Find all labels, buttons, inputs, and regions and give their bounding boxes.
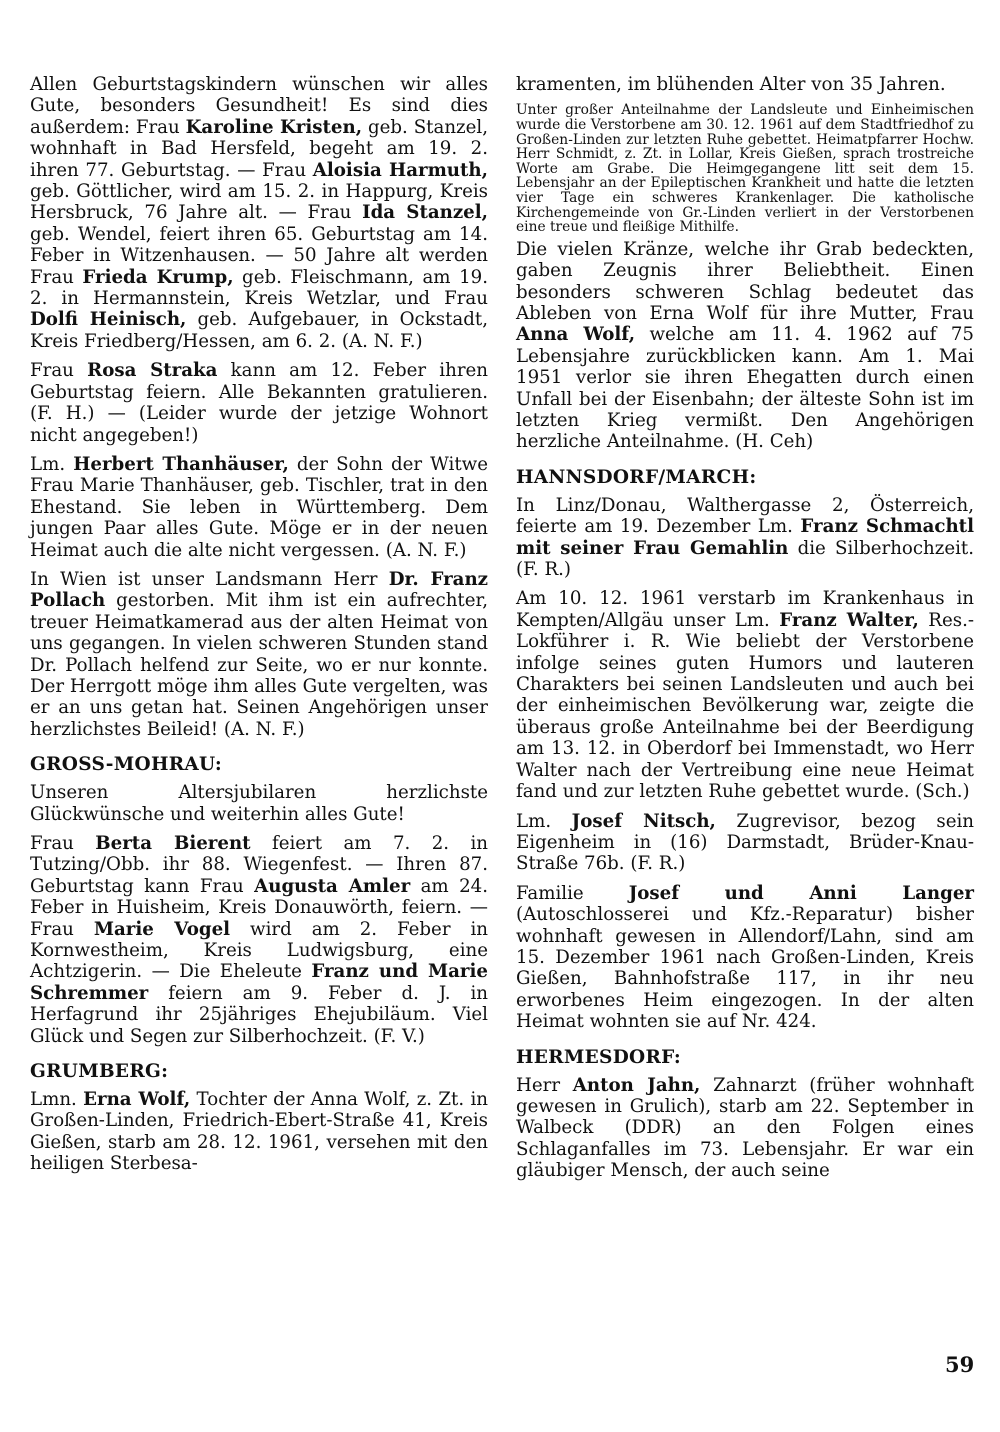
name-bold: Marie Vogel [93,918,231,940]
name-bold: Dolfi Heinisch, [30,309,187,331]
name-bold: Franz und Marie Schremmer [30,961,488,1004]
name-bold: Herbert Thanhäuser, [73,453,289,475]
name-bold: Anton Jahn, [572,1074,701,1096]
name-bold: Karoline Kristen, [185,116,363,138]
paragraph-birthdays: Allen Geburtstagskindern wünschen wir alles Gute, besonders Gesundheit! Es sind dies außerdem: Frau Karoline Kristen, geb. Stanzel, wohnhaft in Bad Hersfeld, begeht am 19. 2. ihren 77. Geburtstag. — Frau Aloisia Harmuth, geb. Göttlicher, wird am 15. 2. in Happurg, Kreis Hersbruck, 76 Jahre alt. — Frau Ida Stanzel, geb. Wendel, feiert ihren 65. Geburtstag am 14. Feber in Witzenhausen. — 50 Jahre alt werden Frau Frieda Krump, geb. Fleischmann, am 19. 2. in Hermannstein, Kreis Wetzlar, und Frau Dolfi Heinisch, geb. Aufgebauer, in Ockstadt, Kreis Friedberg/Hessen, am 6. 2. (A. N. F.) [30,74,488,352]
paragraph-schmachtl: In Linz/Donau, Walthergasse 2, Österreich, feierte am 19. Dezember Lm. Franz Schmachtl mit seiner Frau Gemahlin die Silberhochzeit. (F. R.) [516,494,975,581]
paragraph-pollach: In Wien ist unser Landsmann Herr Dr. Franz Pollach gestorben. Mit ihm ist ein aufrechter, treuer Heimatkamerad aus der alten Heimat von uns gegangen. In vielen schweren Stunden stand Dr. Pollach helfend zur Seite, wo er nur konnte. Der Herrgott möge ihm alles Gute vergelten, was er an uns getan hat. Seinen Angehörigen unser herzlichstes Beileid! (A. N. F.) [30,568,488,740]
name-bold: Augusta Amler [254,875,411,897]
paragraph-kraenze: Die vielen Kränze, welche ihr Grab bedeckten, gaben Zeugnis ihrer Beliebtheit. Einen besonders schweren Schlag bedeutet das Ableben von Erna Wolf für ihre Mutter, Frau Anna Wolf, welche am 11. 4. 1962 auf 75 Lebensjahre zurückblicken kann. Am 1. Mai 1951 verlor sie ihren Ehegatten durch einen Unfall bei der Eisenbahn; der älteste Sohn ist im letzten Krieg vermißt. Den Angehörigen herzliche Anteilnahme. (H. Ceh) [516,238,974,453]
name-bold: Ida Stanzel, [362,202,488,224]
name-bold: Rosa Straka [87,360,218,382]
paragraph-langer: Familie Josef und Anni Langer (Autoschlosserei und Kfz.-Reparatur) bisher wohnhaft gewesen in Allendorf/Lahn, sind am 15. Dezember 1961 nach Großen-Linden, Kreis Gießen, Bahnhofstraße 117, in ihr neu erworbenes Heim eingezogen. In der alten Heimat wohnten sie auf Nr. 424. [516,882,974,1033]
left-column [30,74,488,1183]
name-bold: Josef und Anni Langer [628,882,974,904]
right-column [516,74,974,1190]
paragraph-walter: Am 10. 12. 1961 verstarb im Krankenhaus in Kempten/Allgäu unser Lm. Franz Walter, Res.-Lokführer i. R. Wie beliebt der Verstorbene infolge seines guten Humors und lauteren Charakters bei seinen Landsleuten und auch bei der einheimischen Bevölkerung war, zeigte die überaus große Anteilnahme bei der Beerdigung am 13. 12. in Oberdorf bei Immenstadt, wo Herr Walter nach der Vertreibung eine neue Heimat fand und zur letzten Ruhe gebettet wurde. (Sch.) [516,588,974,803]
name-bold: Josef Nitsch, [571,810,716,832]
heading-hannsdorf: HANNSDORF/MARCH: [516,466,757,488]
heading-hermesdorf: HERMESDORF: [516,1046,682,1068]
name-bold: Franz Schmachtl mit seiner Frau Gemahlin [516,516,974,559]
name-bold: Erna Wolf, [83,1089,191,1111]
paragraph-bierent: Frau Berta Bierent feiert am 7. 2. in Tutzing/Obb. ihr 88. Wiegenfest. — Ihren 87. Geburtstag kann Frau Augusta Amler am 24. Feber in Huisheim, Kreis Donauwörth, feiern. — Frau Marie Vogel wird am 2. Feber in Kornwestheim, Kreis Ludwigsburg, eine Achtzigerin. — Die Eheleute Franz und Marie Schremmer feiern am 9. Feber d. J. in Herfagrund ihr 25jähriges Ehejubiläum. Viel Glück und Segen zur Silberhochzeit. (F. V.) [30,833,488,1047]
paragraph-jahn: Herr Anton Jahn, Zahnarzt (früher wohnhaft gewesen in Grulich), starb am 22. September in Walbeck (DDR) an den Folgen eines Schlaganfalles im 73. Lebensjahr. Er war ein gläubiger Mensch, der auch seine [516,1074,974,1182]
heading-gross-mohrau: GROSS-MOHRAU: [30,754,222,776]
paragraph-thanhaeuser: Lm. Herbert Thanhäuser, der Sohn der Witwe Frau Marie Thanhäuser, geb. Tischler, trat in den Ehestand. Sie leben in Württemberg. Dem jungen Paar alles Gute. Möge er in der neuen Heimat auch die alte nicht vergessen. (A. N. F.) [30,453,488,561]
name-bold: Dr. Franz Pollach [30,568,488,612]
paragraph-altersjubilare: Unseren Altersjubilaren herzlichste Glückwünsche und weiterhin alles Gute! [30,782,488,825]
name-bold: Aloisia Harmuth, [312,159,488,181]
paragraph-erna-wolf: Lmn. Erna Wolf, Tochter der Anna Wolf, z. Zt. in Großen-Linden, Friedrich-Ebert-Straße 41, Kreis Gießen, starb am 28. 12. 1961, versehen mit den heiligen Sterbesa- [30,1089,488,1175]
page-number: 59 [945,1352,975,1377]
name-bold: Franz Walter, [779,609,919,631]
paragraph-rosa-straka: Frau Rosa Straka kann am 12. Feber ihren Geburtstag feiern. Alle Bekannten gratulieren. (F. H.) — (Leider wurde der jetzige Wohnort nicht angegeben!) [30,360,488,446]
heading-grumberg: GRUMBERG: [30,1061,169,1083]
name-bold: Anna Wolf, [516,324,636,346]
paragraph-small-funeral: Unter großer Anteilnahme der Landsleute und Einheimischen wurde die Verstorbene am 30. 12. 1961 auf dem Stadtfriedhof zu Großen-Linden zur letzten Ruhe gebettet. Heimatpfarrer Hochw. Herr Schmidt, z. Zt. in Lollar, Kreis Gießen, sprach trostreiche Worte am Grabe. Die Heimgegangene litt seit dem 15. Lebensjahr an der Epileptischen Krankheit und hatte die letzten vier Tage ein schweres Krankenlager. Die katholische Kirchengemeinde von Gr.-Linden verliert in der Verstorbenen eine treue und fleißige Mithilfe. [516,102,974,236]
name-bold: Berta Bierent [95,833,251,854]
name-bold: Frieda Krump, [82,266,234,288]
paragraph-sterbesakramente: kramenten, im blühenden Alter von 35 Jahren. [516,74,946,95]
paragraph-nitsch: Lm. Josef Nitsch, Zugrevisor, bezog sein Eigenheim in (16) Darmstadt, Brüder-Knau-Straße 76b. (F. R.) [516,810,974,875]
